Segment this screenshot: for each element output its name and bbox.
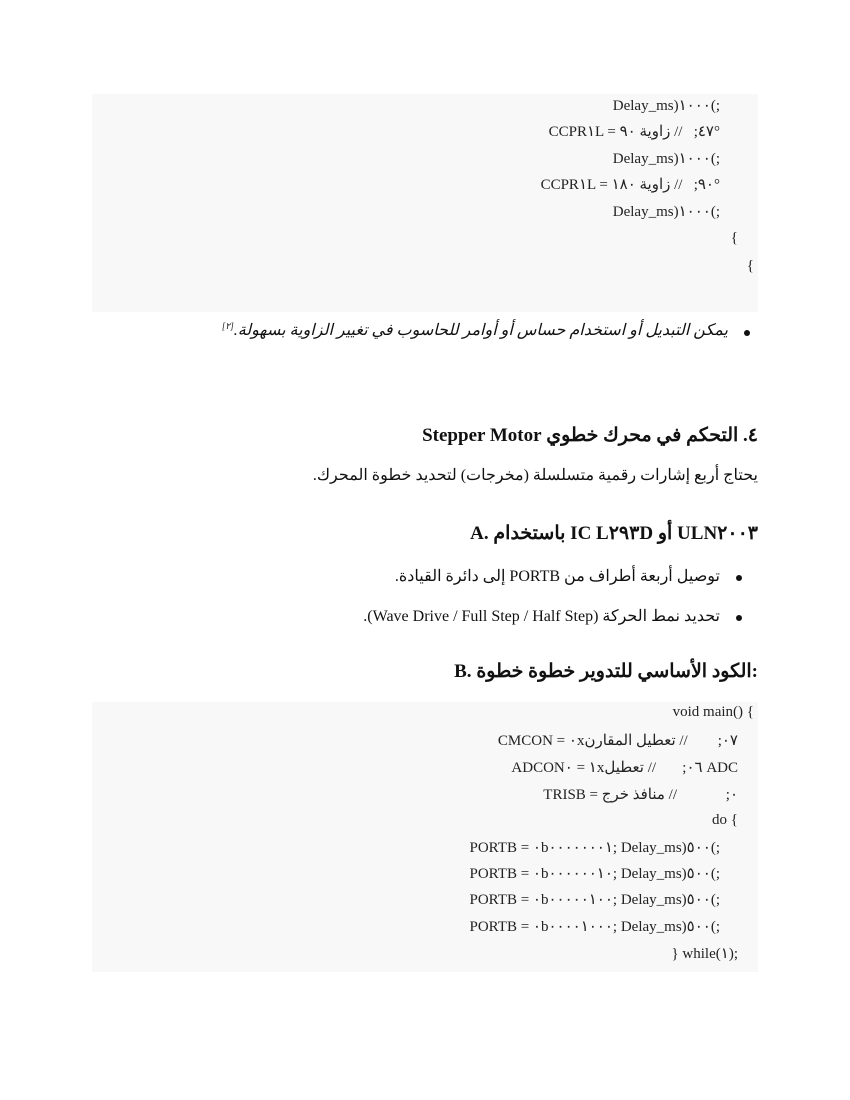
note-text-wrapper bbox=[220, 320, 728, 340]
code-line: do { bbox=[712, 812, 738, 828]
code-line: PORTB = ٠b٠٠٠٠٠٠١٠; Delay_ms)٥٠٠(; bbox=[469, 866, 720, 882]
note-bullet bbox=[221, 320, 758, 342]
code-line: } while(١); bbox=[671, 946, 738, 962]
code-line: Delay_ms)١٠٠٠(; bbox=[612, 204, 720, 220]
code-line: CCPR١L = ٩٠; // زاوية ١٨٠° bbox=[540, 177, 720, 193]
footnote-ref[interactable]: [٢] bbox=[221, 320, 234, 331]
code-line: CMCON = ٠x٠٧; // تعطيل المقارن bbox=[497, 733, 738, 749]
code-line: PORTB = ٠b٠٠٠٠١٠٠٠; Delay_ms)٥٠٠(; bbox=[469, 919, 720, 935]
subsection-heading-a: A. باستخدام IC L٢٩٣D أو ULN٢٠٠٣ bbox=[470, 523, 758, 544]
code-line: Delay_ms)١٠٠٠(; bbox=[612, 98, 720, 114]
section-heading: ٤. التحكم في محرك خطوي Stepper Motor bbox=[422, 425, 758, 446]
code-line: { bbox=[730, 230, 738, 246]
code-block-2 bbox=[92, 702, 758, 972]
code-line: PORTB = ٠b٠٠٠٠٠٠٠١; Delay_ms)٥٠٠(; bbox=[469, 840, 720, 856]
bullet-dot bbox=[736, 575, 742, 581]
list-item bbox=[158, 566, 758, 588]
list-item bbox=[158, 606, 758, 628]
subsection-heading-b: B. الكود الأساسي للتدوير خطوة خطوة: bbox=[454, 661, 758, 682]
section-paragraph: يحتاج أربع إشارات رقمية متسلسلة (مخرجات) لتحديد خطوة المحرك. bbox=[312, 467, 758, 484]
list-item-text: توصيل أربعة أطراف من PORTB إلى دائرة القيادة. bbox=[394, 568, 720, 585]
code-line: CCPR١L = ٤٧; // زاوية ٩٠° bbox=[548, 124, 720, 140]
code-line: { bbox=[746, 258, 754, 274]
code-line: ADCON١ = ٠x٠٦; // تعطيل ADC bbox=[511, 760, 738, 776]
bullet-dot bbox=[744, 330, 750, 336]
code-line: Delay_ms)١٠٠٠(; bbox=[612, 151, 720, 167]
code-line: PORTB = ٠b٠٠٠٠٠١٠٠; Delay_ms)٥٠٠(; bbox=[469, 892, 720, 908]
list-item-text: تحديد نمط الحركة (Wave Drive / Full Step / Half Step). bbox=[363, 608, 720, 625]
note-text: يمكن التبديل أو استخدام حساس أو أوامر للحاسوب في تغيير الزاوية بسهولة. bbox=[233, 322, 728, 339]
code-block-1 bbox=[92, 94, 758, 312]
code-line: void main() { bbox=[672, 704, 754, 720]
code-line: TRISB = ٠; // منافذ خرج bbox=[543, 787, 738, 803]
bullet-dot bbox=[736, 615, 742, 621]
